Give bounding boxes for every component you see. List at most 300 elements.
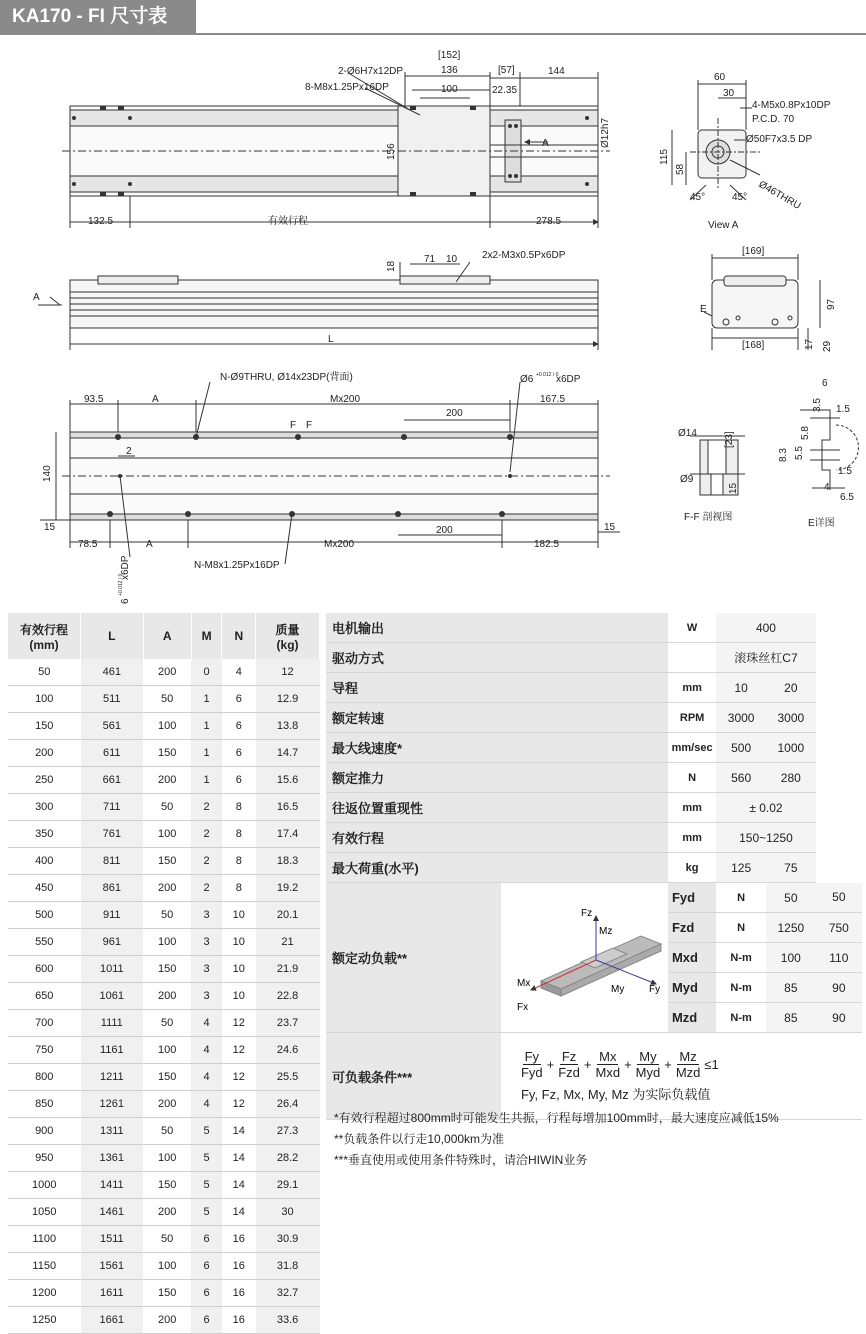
dyn-unit: N: [716, 913, 766, 943]
spec-value-2: 1000: [766, 733, 816, 763]
page-title: KA170 - FI 尺寸表: [0, 0, 196, 34]
table-row: [8, 956, 320, 983]
detail-e-marker: E: [700, 304, 707, 315]
pcd-callout: P.C.D. 70: [752, 114, 795, 125]
side-view: [38, 262, 598, 350]
table-cell: 26.4: [256, 1091, 320, 1118]
table-row: [8, 902, 320, 929]
spec-row-speed: [326, 703, 862, 733]
dim-200-top: 200: [446, 408, 463, 419]
dim-168: [168]: [742, 340, 765, 351]
spec-label: 额定动负载**: [326, 883, 501, 1033]
dyn-v1: 50: [766, 883, 816, 913]
dyn-v2: 110: [816, 943, 862, 973]
dim-2235: 22.35: [492, 85, 518, 96]
table-cell: 13.8: [256, 713, 320, 740]
denominator: Fyd: [520, 1065, 543, 1080]
end-view: [704, 254, 820, 350]
table-cell: 2: [191, 875, 222, 902]
spec-value: 400: [716, 613, 815, 643]
table-row: [8, 1253, 320, 1280]
spec-label: 电机输出: [326, 613, 668, 643]
table-row: [8, 983, 320, 1010]
table-cell: 50: [143, 686, 191, 713]
table-cell: 1511: [81, 1226, 144, 1253]
ff-d9: Ø9: [680, 474, 694, 485]
table-cell: 650: [8, 983, 81, 1010]
spec-label: 驱动方式: [326, 643, 668, 673]
e-d15b: 1.5: [838, 466, 852, 477]
dim-200-bottom: 200: [436, 525, 453, 536]
numerator: Fz: [561, 1049, 577, 1064]
table-row: [8, 1064, 320, 1091]
dyn-v1: 100: [766, 943, 816, 973]
table-cell: 1111: [81, 1010, 144, 1037]
table-cell: 10: [222, 929, 256, 956]
table-cell: 30: [256, 1199, 320, 1226]
table-cell: 3: [191, 902, 222, 929]
table-cell: 1011: [81, 956, 144, 983]
table-cell: 461: [81, 659, 144, 686]
vertical-pin-depth: x6DP: [120, 555, 131, 580]
dim-30: 30: [723, 88, 735, 99]
d46-callout: Ø46THRU: [756, 179, 803, 212]
dim-17: 17: [804, 338, 815, 350]
spec-value: 滚珠丝杠C7: [716, 643, 815, 673]
dyn-v1: 85: [766, 973, 816, 1003]
spec-row-stroke: [326, 823, 862, 853]
table-cell: 6: [191, 1307, 222, 1334]
table-cell: 4: [191, 1010, 222, 1037]
dim-60: 60: [714, 72, 726, 83]
table-cell: 1200: [8, 1280, 81, 1307]
dim-144: 144: [548, 66, 565, 77]
table-cell: 200: [143, 1091, 191, 1118]
table-cell: 3: [191, 956, 222, 983]
dyn-name: Fyd: [668, 883, 716, 913]
table-cell: 8: [222, 821, 256, 848]
dim-97: 97: [826, 298, 837, 310]
spec-label: 额定转速: [326, 703, 668, 733]
load-figure: [501, 883, 668, 1033]
footnote-1: *有效行程超过800mm时可能发生共振，行程每增加100mm时，最大速度应减低15%: [334, 1111, 779, 1125]
table-cell: 1611: [81, 1280, 144, 1307]
dyn-v2: 50: [816, 883, 862, 913]
pin-tolerance: +0.012 / 0: [536, 372, 559, 378]
dim-58: 58: [675, 163, 686, 175]
table-cell: 12: [222, 1091, 256, 1118]
table-cell: 100: [143, 1037, 191, 1064]
table-cell: 1561: [81, 1253, 144, 1280]
table-cell: 150: [143, 1280, 191, 1307]
dim-2785: 278.5: [536, 216, 562, 227]
dyn-name: Myd: [668, 973, 716, 1003]
table-cell: 1050: [8, 1199, 81, 1226]
denominator: Mzd: [675, 1065, 701, 1080]
dim-1675: 167.5: [540, 394, 566, 405]
dyn-v2: 90: [816, 973, 862, 1003]
table-cell: 50: [143, 902, 191, 929]
col-L: L: [81, 613, 144, 659]
table-cell: 12: [256, 659, 320, 686]
e-d83: 8.3: [778, 448, 789, 462]
table-cell: 14: [222, 1199, 256, 1226]
shaft-diameter: Ø12h7: [600, 117, 611, 148]
table-cell: 50: [143, 1010, 191, 1037]
table-cell: 150: [143, 740, 191, 767]
spec-label: 导程: [326, 673, 668, 703]
table-cell: 761: [81, 821, 144, 848]
table-cell: 1150: [8, 1253, 81, 1280]
table-cell: 2: [191, 794, 222, 821]
table-cell: 450: [8, 875, 81, 902]
numerator: Fy: [524, 1049, 540, 1064]
table-cell: 200: [143, 1307, 191, 1334]
stroke-table-header: [8, 613, 320, 659]
dim-935: 93.5: [84, 394, 104, 405]
dim-100: 100: [441, 84, 458, 95]
bottom-view: [40, 382, 620, 564]
dyn-v1: 1250: [766, 913, 816, 943]
spec-label: 可负载条件***: [326, 1033, 501, 1120]
spec-label: 额定推力: [326, 763, 668, 793]
top-view: [62, 72, 610, 228]
stroke-label: 有效行程: [268, 216, 308, 227]
table-cell: 900: [8, 1118, 81, 1145]
table-row: [8, 1118, 320, 1145]
spec-unit: mm: [668, 673, 716, 703]
table-cell: 23.7: [256, 1010, 320, 1037]
spec-unit: kg: [668, 853, 716, 883]
dim-29: 29: [822, 340, 833, 352]
load-formula: [501, 1033, 862, 1120]
axis-mx: Mx: [517, 978, 531, 989]
axis-fx: Fx: [517, 1002, 529, 1013]
table-cell: 4: [191, 1037, 222, 1064]
table-cell: 16: [222, 1253, 256, 1280]
table-cell: 5: [191, 1172, 222, 1199]
dyn-unit: N: [716, 883, 766, 913]
view-a-label: View A: [708, 220, 739, 231]
table-cell: 200: [143, 875, 191, 902]
table-cell: 1: [191, 713, 222, 740]
table-cell: 33.6: [256, 1307, 320, 1334]
footnotes: [334, 1108, 862, 1171]
table-cell: 12: [222, 1037, 256, 1064]
axis-fz: Fz: [581, 908, 593, 919]
dim-115: 115: [659, 149, 670, 165]
table-cell: 50: [143, 1226, 191, 1253]
table-cell: 200: [143, 1199, 191, 1226]
spec-unit: RPM: [668, 703, 716, 733]
e-d58: 5.8: [800, 426, 811, 440]
e-d35: 3.5: [812, 398, 823, 412]
table-cell: 150: [143, 956, 191, 983]
table-cell: 24.6: [256, 1037, 320, 1064]
table-cell: 661: [81, 767, 144, 794]
spec-value-1: 3000: [716, 703, 766, 733]
table-cell: 28.2: [256, 1145, 320, 1172]
formula-plus: +: [664, 1057, 672, 1072]
table-cell: 400: [8, 848, 81, 875]
denominator: Myd: [635, 1065, 661, 1080]
table-cell: 1: [191, 686, 222, 713]
table-cell: 6: [191, 1280, 222, 1307]
table-cell: 10: [222, 983, 256, 1010]
spec-row-drive: [326, 643, 862, 673]
spec-unit: [668, 643, 716, 673]
table-cell: 5: [191, 1199, 222, 1226]
spec-row-dyn: [326, 883, 862, 913]
table-cell: 16.5: [256, 794, 320, 821]
table-cell: 10: [222, 902, 256, 929]
thru-hole-callout: N-Ø9THRU, Ø14x23DP(背面): [220, 372, 353, 383]
dyn-v1: 85: [766, 1003, 816, 1033]
table-cell: 611: [81, 740, 144, 767]
axis-mz: Mz: [599, 926, 613, 937]
table-cell: 3: [191, 929, 222, 956]
formula-fraction: [521, 1049, 543, 1080]
hole-callout-dowel: 2-Ø6H7x12DP: [338, 66, 404, 77]
spec-value-2: 20: [766, 673, 816, 703]
e-detail: [800, 410, 859, 490]
pin-hole-callout: Ø6: [520, 374, 534, 385]
table-row: [8, 767, 320, 794]
table-cell: 150: [143, 848, 191, 875]
table-cell: 511: [81, 686, 144, 713]
table-cell: 8: [222, 875, 256, 902]
stroke-table: [8, 613, 320, 1334]
dyn-unit: N-m: [716, 973, 766, 1003]
table-cell: 850: [8, 1091, 81, 1118]
table-cell: 14.7: [256, 740, 320, 767]
table-cell: 4: [191, 1064, 222, 1091]
table-cell: 5: [191, 1145, 222, 1172]
table-cell: 2: [191, 848, 222, 875]
dim-152: [152]: [438, 50, 461, 61]
table-cell: 19.2: [256, 875, 320, 902]
spec-row-lead: [326, 673, 862, 703]
section-f-right: F: [306, 420, 313, 431]
angle-45-left: 45°: [690, 192, 706, 203]
dim-140: 140: [42, 465, 53, 482]
table-cell: 600: [8, 956, 81, 983]
table-row: [8, 1091, 320, 1118]
table-cell: 150: [143, 1172, 191, 1199]
table-row: [8, 929, 320, 956]
dyn-name: Mzd: [668, 1003, 716, 1033]
table-cell: 200: [143, 983, 191, 1010]
spec-value-2: 3000: [766, 703, 816, 733]
table-row: [8, 1199, 320, 1226]
dim-71: 71: [424, 254, 436, 265]
spec-row-repeat: [326, 793, 862, 823]
dim-10: 10: [446, 254, 458, 265]
dim-156: 156: [386, 143, 397, 160]
table-cell: 0: [191, 659, 222, 686]
spec-value-1: 10: [716, 673, 766, 703]
table-cell: 1161: [81, 1037, 144, 1064]
spec-unit: mm: [668, 793, 716, 823]
table-cell: 6: [222, 686, 256, 713]
spec-unit: W: [668, 613, 716, 643]
e-label: E详图: [808, 518, 835, 529]
table-row: [8, 659, 320, 686]
table-cell: 4: [191, 1091, 222, 1118]
table-cell: 21.9: [256, 956, 320, 983]
dim-136: 136: [441, 65, 458, 76]
table-cell: 1211: [81, 1064, 144, 1091]
table-cell: 16: [222, 1307, 256, 1334]
section-a-marker: A: [33, 292, 40, 303]
dyn-name: Fzd: [668, 913, 716, 943]
formula-fraction: [596, 1049, 621, 1080]
table-cell: 200: [143, 659, 191, 686]
table-cell: 1000: [8, 1172, 81, 1199]
table-cell: 250: [8, 767, 81, 794]
table-cell: 17.4: [256, 821, 320, 848]
dimension-drawing: [0, 0, 866, 610]
stroke-table-body: [8, 659, 320, 1334]
table-cell: 5: [191, 1118, 222, 1145]
vertical-pin-tol: +0.012 / 0: [118, 573, 124, 596]
table-cell: 4: [222, 659, 256, 686]
col-M: M: [191, 613, 222, 659]
table-cell: 12: [222, 1064, 256, 1091]
e-d55: 5.5: [794, 446, 805, 460]
dim-L: L: [328, 334, 334, 345]
view-arrow-a: A: [542, 138, 549, 149]
table-cell: 811: [81, 848, 144, 875]
table-cell: 1061: [81, 983, 144, 1010]
table-row: [8, 1280, 320, 1307]
spec-label: 最大线速度*: [326, 733, 668, 763]
table-row: [8, 848, 320, 875]
table-row: [8, 1172, 320, 1199]
e-d65: 6.5: [840, 492, 854, 503]
table-cell: 1311: [81, 1118, 144, 1145]
table-cell: 911: [81, 902, 144, 929]
ff-d14: Ø14: [678, 428, 697, 439]
table-row: [8, 740, 320, 767]
table-cell: 100: [143, 713, 191, 740]
table-cell: 1361: [81, 1145, 144, 1172]
table-cell: 700: [8, 1010, 81, 1037]
table-cell: 961: [81, 929, 144, 956]
table-cell: 14: [222, 1145, 256, 1172]
table-row: [8, 821, 320, 848]
table-cell: 21: [256, 929, 320, 956]
table-cell: 100: [143, 1253, 191, 1280]
table-cell: 150: [143, 1064, 191, 1091]
numerator: Mx: [599, 1049, 617, 1064]
spec-row-motor: [326, 613, 862, 643]
denominator: Mxd: [595, 1065, 621, 1080]
dim-785: 78.5: [78, 539, 98, 550]
table-cell: 561: [81, 713, 144, 740]
dyn-v2: 90: [816, 1003, 862, 1033]
axis-fy: Fy: [649, 984, 661, 995]
table-cell: 14: [222, 1118, 256, 1145]
table-cell: 1661: [81, 1307, 144, 1334]
formula-plus: +: [624, 1057, 632, 1072]
dim-1325: 132.5: [88, 216, 114, 227]
spec-value-1: 560: [716, 763, 766, 793]
table-cell: 550: [8, 929, 81, 956]
table-cell: 6: [222, 713, 256, 740]
table-cell: 100: [8, 686, 81, 713]
dyn-unit: N-m: [716, 943, 766, 973]
spec-label: 有效行程: [326, 823, 668, 853]
spec-unit: mm/sec: [668, 733, 716, 763]
spec-value-2: 75: [766, 853, 816, 883]
table-cell: 950: [8, 1145, 81, 1172]
table-cell: 1: [191, 767, 222, 794]
table-cell: 500: [8, 902, 81, 929]
table-cell: 200: [143, 767, 191, 794]
dim-169: [169]: [742, 246, 765, 257]
dim-15-left: 15: [44, 522, 56, 533]
formula-fraction: [636, 1049, 661, 1080]
numerator: Mz: [679, 1049, 697, 1064]
table-cell: 10: [222, 956, 256, 983]
axis-my: My: [611, 984, 625, 995]
ff-d15: 15: [728, 482, 739, 494]
dim-2: 2: [126, 446, 132, 457]
denominator: Fzd: [558, 1065, 580, 1080]
col-A: A: [143, 613, 191, 659]
f50-callout: Ø50F7x3.5 DP: [746, 134, 813, 145]
e-d6: 6: [822, 378, 828, 389]
table-cell: 100: [143, 821, 191, 848]
col-mass: 质量 (kg): [256, 613, 320, 659]
table-cell: 6: [191, 1226, 222, 1253]
table-cell: 861: [81, 875, 144, 902]
table-cell: 300: [8, 794, 81, 821]
spec-row-thrust: [326, 763, 862, 793]
table-row: [8, 1037, 320, 1064]
formula-fraction: [558, 1049, 580, 1080]
load-axes-diagram: [501, 886, 667, 1026]
table-cell: 100: [143, 1145, 191, 1172]
table-cell: 30.9: [256, 1226, 320, 1253]
ff-label: F-F 剖视图: [684, 512, 733, 523]
formula-plus: +: [583, 1057, 592, 1072]
table-cell: 1250: [8, 1307, 81, 1334]
m5-callout: 4-M5x0.8Px10DP: [752, 100, 831, 111]
dyn-v2: 750: [816, 913, 862, 943]
table-cell: 1261: [81, 1091, 144, 1118]
hole-callout-m8: 8-M8x1.25Px16DP: [305, 82, 389, 93]
spec-value-1: 125: [716, 853, 766, 883]
dim-mx200-top: Mx200: [330, 394, 361, 405]
formula-fraction: [676, 1049, 701, 1080]
spec-row-maxspeed: [326, 733, 862, 763]
spec-value: 150~1250: [716, 823, 815, 853]
formula-note: Fy, Fz, Mx, My, Mz 为实际负载值: [520, 1087, 711, 1102]
table-cell: 6: [191, 1253, 222, 1280]
spec-row-condition: [326, 1033, 862, 1120]
table-row: [8, 1307, 320, 1334]
spec-value: ± 0.02: [716, 793, 815, 823]
table-cell: 711: [81, 794, 144, 821]
table-cell: 2: [191, 821, 222, 848]
spec-value-2: 280: [766, 763, 816, 793]
spec-label: 往返位置重现性: [326, 793, 668, 823]
table-cell: 1411: [81, 1172, 144, 1199]
table-cell: 200: [8, 740, 81, 767]
table-cell: 8: [222, 848, 256, 875]
